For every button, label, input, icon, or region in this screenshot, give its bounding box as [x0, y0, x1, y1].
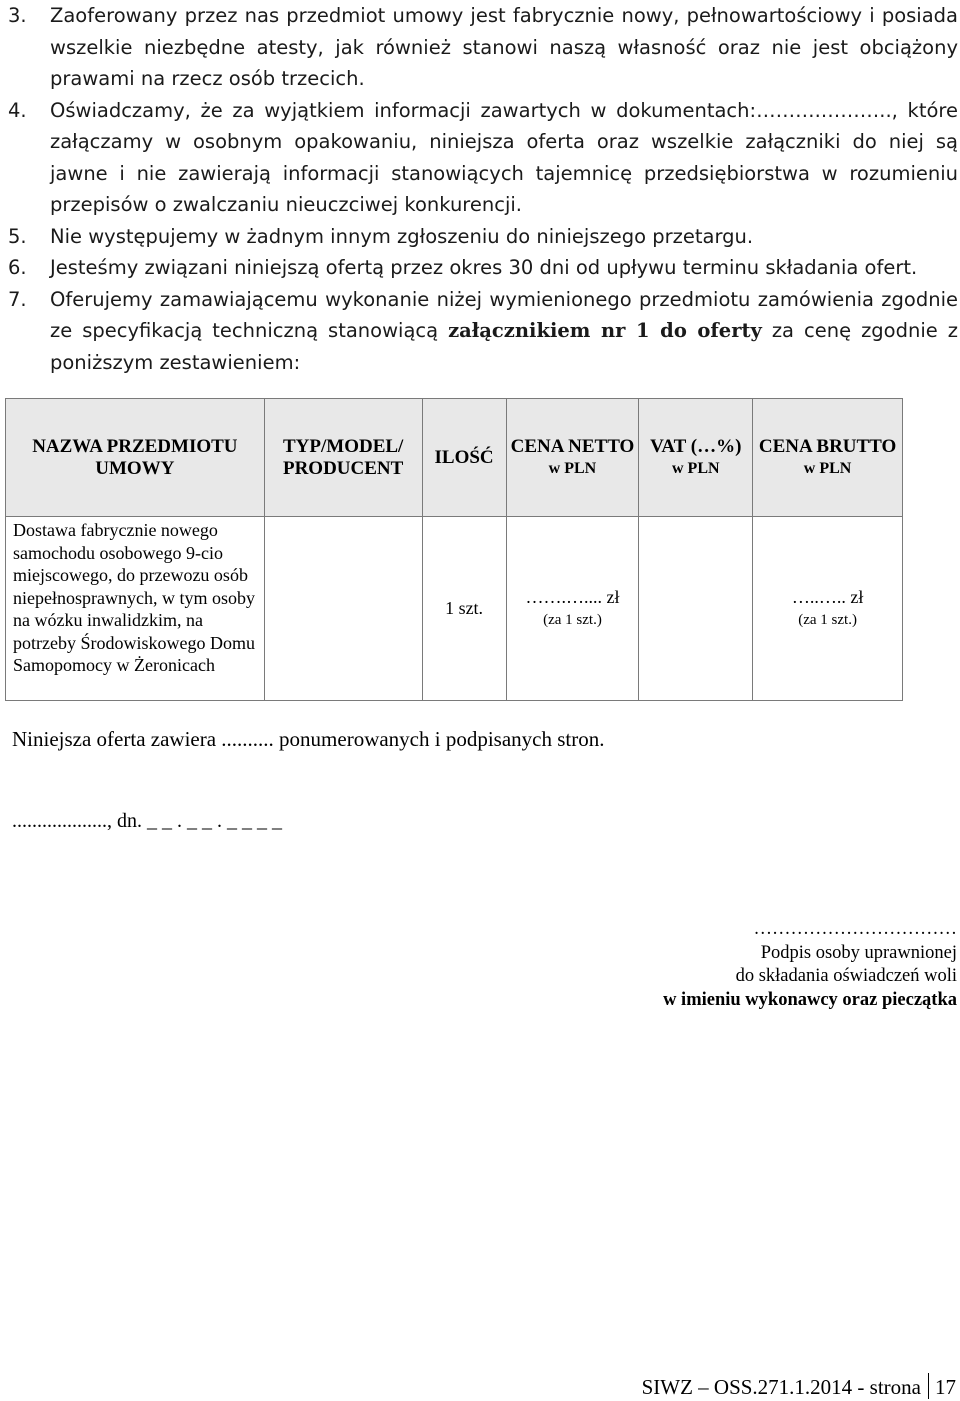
header-vat	[639, 399, 753, 517]
gross-price-note: (za 1 szt.)	[798, 611, 857, 628]
signature-block	[663, 918, 957, 1012]
page-footer	[642, 1373, 956, 1401]
pages-count-sentence: Niniejsza oferta zawiera .......... ponumerowanych i podpisanych stron.	[12, 727, 605, 751]
list-item	[8, 284, 958, 379]
item-text: Zaoferowany przez nas przedmiot umowy jest fabrycznie nowy, pełnowartościowy i posiada wszelkie niezbędne atesty, jak również stanowi naszą własność oraz nie jest obciążony prawami na rzecz osób trzecich.	[50, 4, 958, 90]
item-text: Jesteśmy związani niniejszą ofertą przez okres 30 dni od upływu terminu składania ofert.	[50, 256, 918, 279]
footer-label: SIWZ – OSS.271.1.2014 - strona	[641, 1375, 921, 1399]
item-text-after: za cenę zgodnie z poniższym zestawieniem:	[50, 319, 958, 374]
header-gross	[753, 399, 903, 517]
header-type: TYP/MODEL/ PRODUCENT	[264, 399, 422, 517]
gross-price: …..….. zł	[791, 587, 864, 607]
item-text-before: Oferujemy zamawiającemu wykonanie niżej wymienionego przedmiotu zamówienia zgodnie ze specyfikacją techniczną stanowiącą	[50, 287, 958, 342]
net-price: …….….... zł	[525, 587, 620, 607]
header-name: NAZWA PRZEDMIOTU UMOWY	[6, 399, 265, 517]
signature-caption-3: w imieniu wykonawcy oraz pieczątka	[663, 989, 957, 1010]
cell-description: Dostawa fabrycznie nowego samochodu osobowego 9-cio miejscowego, do przewozu osób niepełnosprawnych, w tym osoby na wózku inwalidzkim, na potrzeby Środowiskowego Domu Samopomocy w Żeronicach	[6, 517, 265, 701]
item-text: Oświadczamy, że za wyjątkiem informacji zawartych w dokumentach:……….……….., które załączamy w osobnym opakowaniu, niniejsza oferta oraz wszelkie załączniki do niej są jawne i nie zawierają informacji stanowiących tajemnicę przedsiębiorstwa w rozumieniu przepisów o zwalczaniu nieuczciwej konkurencji.	[50, 98, 958, 216]
signature-caption-2: do składania oświadczeń woli	[735, 966, 957, 986]
list-item	[8, 252, 958, 284]
declarations-list	[8, 0, 958, 378]
header-net	[506, 399, 639, 517]
item-number: 7.	[8, 287, 27, 311]
offer-table	[5, 398, 903, 701]
item-number: 3.	[8, 4, 27, 27]
net-price-note: (za 1 szt.)	[543, 611, 602, 628]
list-item	[8, 221, 958, 253]
signature-caption-1: Podpis osoby uprawnionej	[760, 942, 957, 963]
header-net-unit: w PLN	[548, 459, 597, 477]
item-text: Nie występujemy w żadnym innym zgłoszeniu do niniejszego przetargu.	[50, 224, 754, 248]
header-net-label: CENA NETTO	[510, 435, 635, 457]
list-item	[8, 95, 958, 221]
header-gross-label: CENA BRUTTO	[758, 435, 897, 457]
footer-separator	[928, 1373, 929, 1399]
table-header-row	[6, 399, 903, 517]
cell-type[interactable]	[264, 517, 422, 701]
item-text	[50, 284, 958, 379]
cell-gross[interactable]	[753, 517, 903, 701]
header-gross-unit: w PLN	[803, 459, 852, 477]
item-number: 5.	[8, 224, 27, 248]
item-number: 6.	[8, 256, 27, 279]
place-date-line: ..................., dn. _ _ . _ _ . _ _ _ _	[12, 810, 282, 832]
cell-vat[interactable]	[639, 517, 753, 701]
table-row	[6, 517, 903, 701]
attachment-reference: załącznikiem nr 1 do oferty	[448, 319, 762, 342]
header-vat-label: VAT (…%)	[650, 435, 742, 457]
page-number: 17	[935, 1375, 956, 1399]
list-item	[8, 0, 958, 95]
signature-line: ……………………………	[753, 919, 957, 939]
cell-net[interactable]	[506, 517, 639, 701]
header-qty: ILOŚĆ	[422, 399, 506, 517]
item-number: 4.	[8, 98, 27, 122]
cell-qty: 1 szt.	[422, 517, 506, 701]
header-vat-unit: w PLN	[671, 459, 720, 477]
